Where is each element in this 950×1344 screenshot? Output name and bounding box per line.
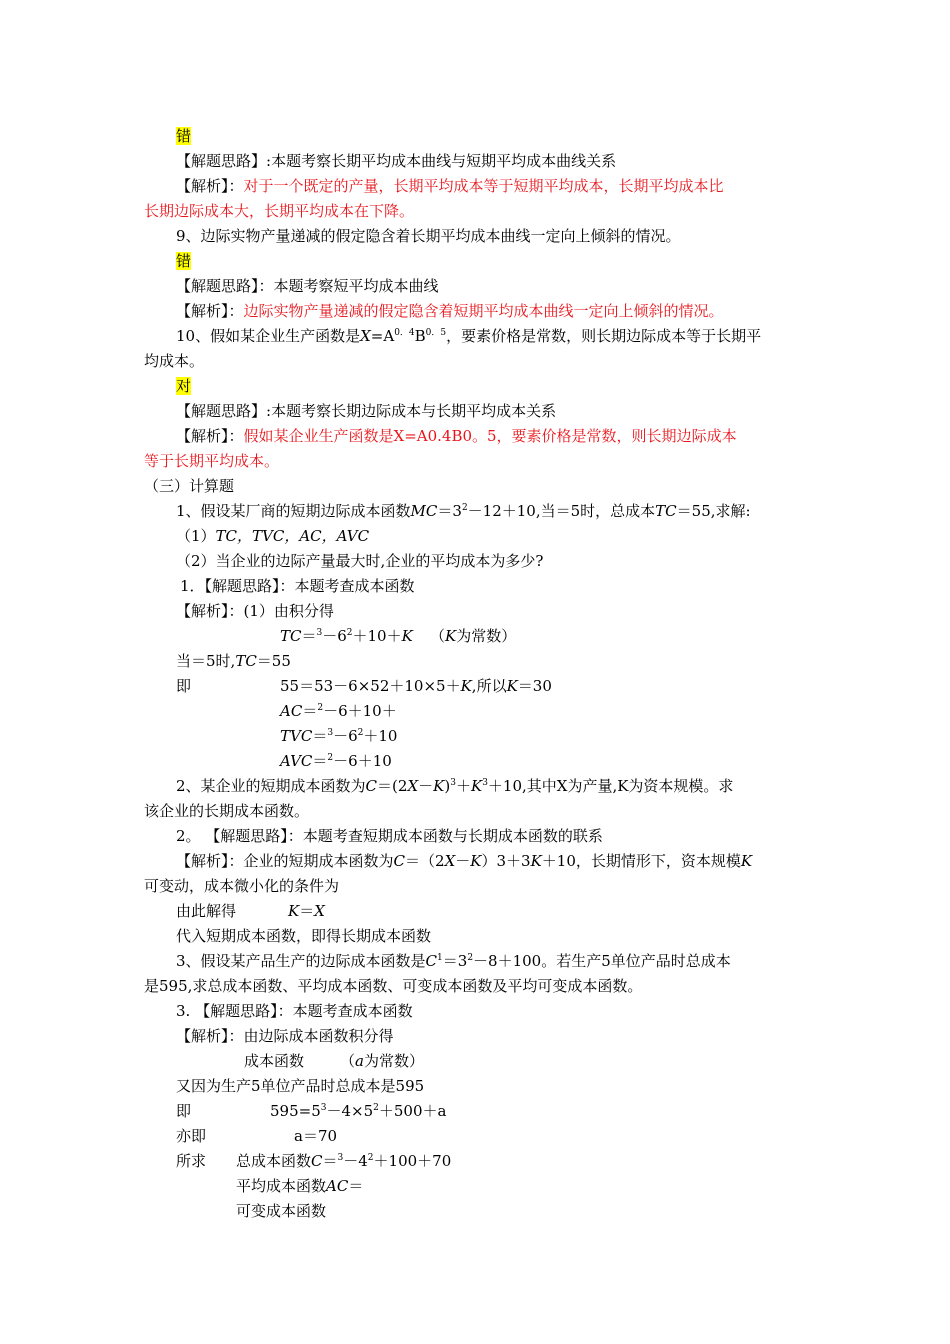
c2-question: 2、某企业的短期成本函数为$C=(2X-K)^3+K^3+10$,其中X为产量,K为资本规模。求	[176, 777, 734, 795]
c3-avg-cost: 平均成本函数AC＝	[236, 1177, 364, 1195]
q8-answer: 错	[176, 127, 192, 145]
c3-a-value: a＝70	[294, 1127, 338, 1145]
c1-ji: 即	[176, 677, 192, 695]
c1-eq-avc: AVC＝$^2$－6＋10	[280, 752, 392, 770]
c1-idea: 1．【解题思路】：本题考查成本函数	[180, 577, 415, 595]
c1-eq-tc: $TC=^3-6^2+10+K$	[280, 627, 413, 645]
c2-idea: 2。 【解题思路】：本题考查短期成本函数与长期成本函数的联系	[176, 827, 603, 845]
c1-sub1: （1）TC，TVC，AC，AVC	[176, 527, 370, 545]
c2-substitute: 代入短期成本函数，即得长期成本函数	[176, 927, 432, 945]
q9-question: 9、边际实物产量递减的假定隐含着长期平均成本曲线一定向上倾斜的情况。	[176, 227, 681, 245]
c3-question: 3、假设某产品生产的边际成本函数是$C^1=3^2-8+100$。若生产5单位产品时总成本	[176, 952, 731, 970]
c2-solve-eq: K＝X	[288, 902, 325, 920]
c1-eq-tvc: $TVC=^3-6^2+10$	[280, 727, 398, 745]
q10-answer: 对	[176, 377, 192, 395]
c2-analysis: 【解析】：企业的短期成本函数为C＝（2X－K）3＋3K＋10，长期情形下，资本规模K	[176, 852, 753, 870]
c3-cost-fn-note: （a为常数）	[340, 1052, 424, 1070]
section-heading: （三）计算题	[144, 477, 235, 495]
c1-eq-note: （K为常数）	[430, 627, 517, 645]
c1-question: 1、假设某厂商的短期边际成本函数$MC=3^2-12+10$,当＝5时，总成本TC＝55,求解:	[176, 502, 751, 520]
q9-idea: 【解题思路】：本题考察短平均成本曲线	[176, 277, 439, 295]
q9-answer: 错	[176, 252, 192, 270]
q10-question-cont: 均成本。	[144, 352, 205, 370]
c1-eq-ac: AC＝$^2$－6＋10＋	[280, 702, 397, 720]
c2-analysis-cont: 可变动，成本微小化的条件为	[144, 877, 340, 895]
q10-analysis-cont: 等于长期平均成本。	[144, 452, 280, 470]
q8-analysis: 【解析】：对于一个既定的产量，长期平均成本等于短期平均成本，长期平均成本比	[176, 177, 724, 195]
c3-because: 又因为生产5单位产品时总成本是595	[176, 1077, 425, 1095]
c3-question-cont: 是595,求总成本函数、平均成本函数、可变成本函数及平均可变成本函数。	[144, 977, 643, 995]
q9-analysis: 【解析】：边际实物产量递减的假定隐含着短期平均成本曲线一定向上倾斜的情况。	[176, 302, 724, 320]
c3-total-cost: 总成本函数$C=^3-4^2+100+70$	[236, 1152, 452, 1170]
c3-idea: 3. 【解题思路】：本题考查成本函数	[176, 1002, 413, 1020]
c1-when: 当＝5时,TC＝55	[176, 652, 291, 670]
c3-cost-fn: 成本函数	[244, 1052, 305, 1070]
q8-analysis-cont: 长期边际成本大，长期平均成本在下降。	[144, 202, 415, 220]
c3-yiji: 亦即	[176, 1127, 207, 1145]
c3-analysis: 【解析】：由边际成本函数积分得	[176, 1027, 394, 1045]
q10-idea: 【解题思路】:本题考察长期边际成本与长期平均成本关系	[176, 402, 557, 420]
c3-var-cost: 可变成本函数	[236, 1202, 327, 1220]
q8-idea: 【解题思路】:本题考察长期平均成本曲线与短期平均成本曲线关系	[176, 152, 617, 170]
q10-question: 10、假如某企业生产函数是$X=A^{0.4}B^{0.5}$，要素价格是常数，则长期边际成本等于长期平	[176, 327, 762, 345]
c3-ji: 即	[176, 1102, 192, 1120]
q10-analysis: 【解析】：假如某企业生产函数是X=A0.4B0。5，要素价格是常数，则长期边际成本	[176, 427, 737, 445]
c3-suoqiu: 所求	[176, 1152, 207, 1170]
c3-eq: $595=5^3-4\times 5^2+500+a$	[270, 1102, 447, 1120]
c1-analysis: 【解析】：(1）由积分得	[176, 602, 334, 620]
c2-question-cont: 该企业的长期成本函数。	[144, 802, 310, 820]
c1-eq-k: 55＝53－6×52＋10×5＋K,所以K＝30	[280, 677, 552, 695]
c1-sub2: （2）当企业的边际产量最大时,企业的平均成本为多少?	[176, 552, 544, 570]
c2-solve-label: 由此解得	[176, 902, 237, 920]
